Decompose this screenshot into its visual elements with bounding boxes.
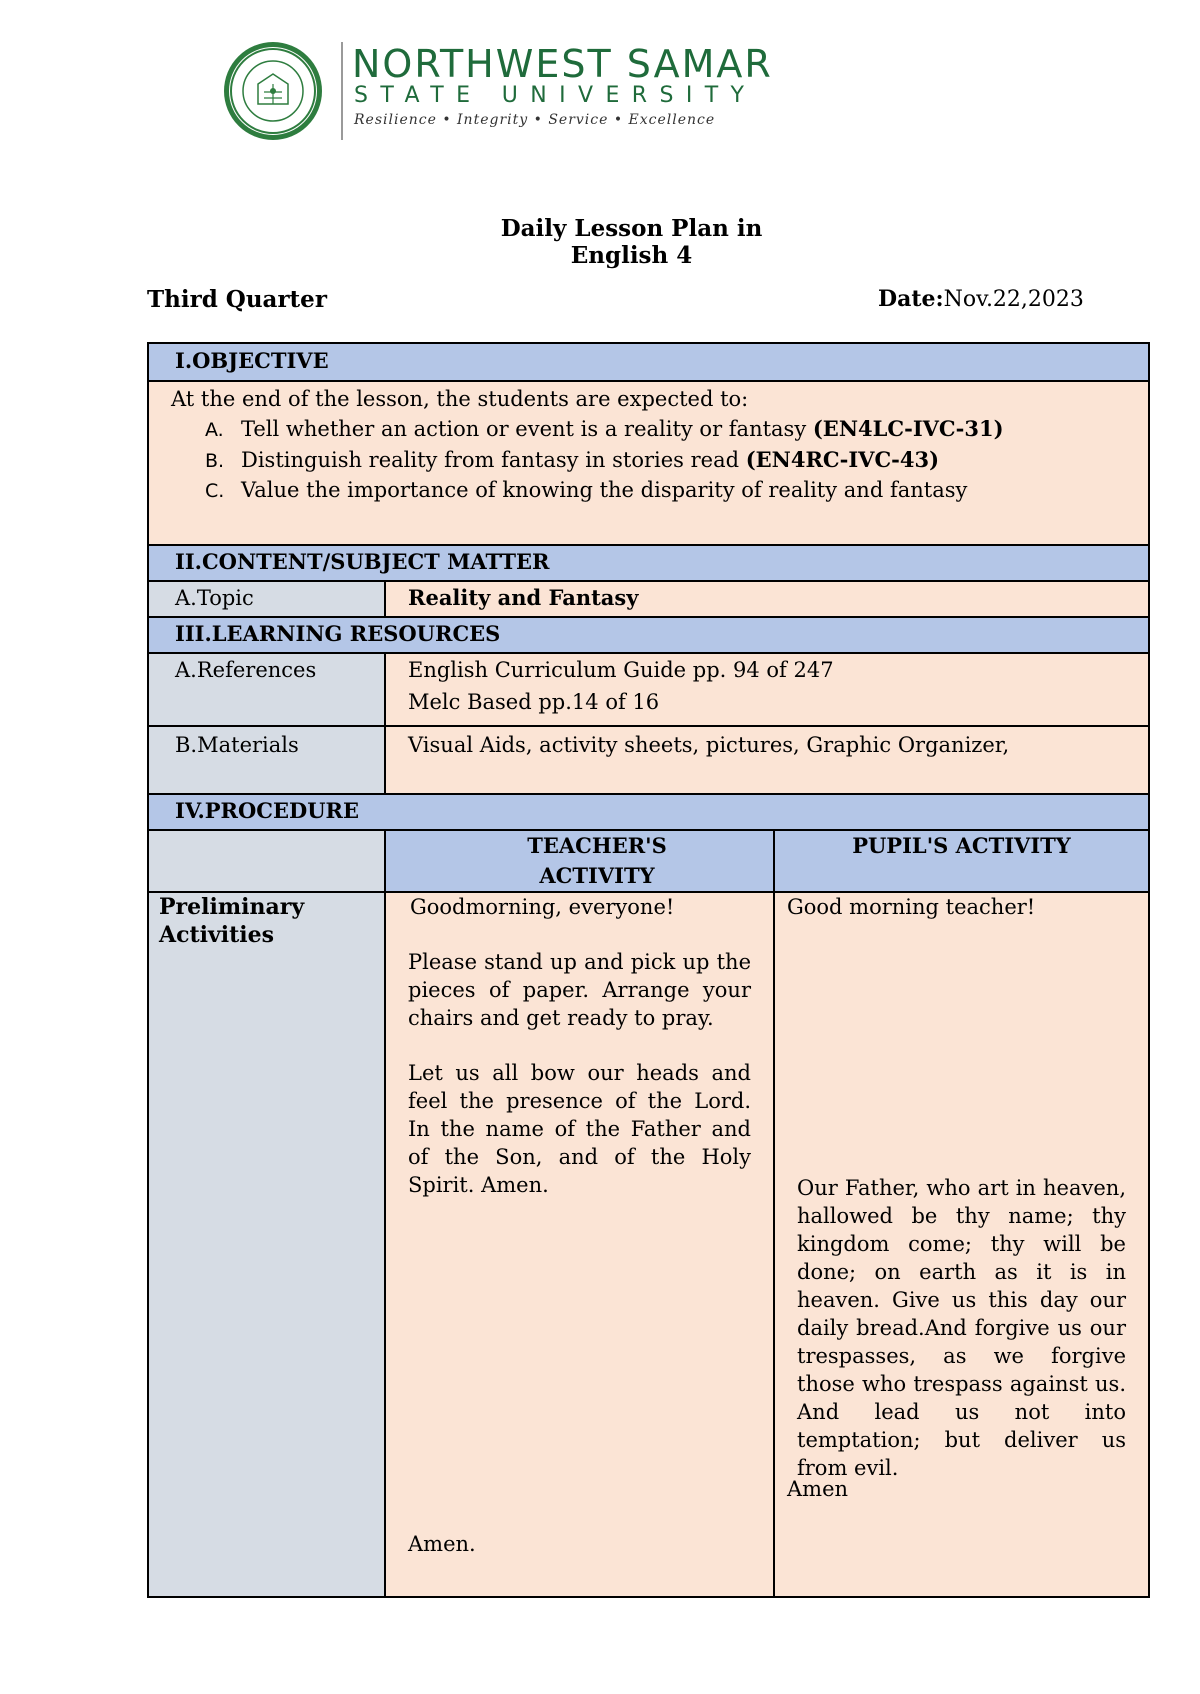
procedure-heading: IV.PROCEDURE [149, 795, 1148, 831]
content-heading: II.CONTENT/SUBJECT MATTER [149, 546, 1148, 582]
university-motto: Resilience • Integrity • Service • Excellence [354, 112, 716, 128]
objective-body [149, 382, 1148, 546]
topic-label: A.Topic [149, 582, 386, 616]
preliminary-activities-row [149, 893, 1148, 1596]
document-title-line2: English 4 [570, 242, 693, 269]
teacher-closing: Amen. [408, 1532, 476, 1556]
materials-label: B.Materials [149, 727, 386, 793]
procedure-column-headers [149, 831, 1148, 893]
objective-list [171, 414, 1126, 506]
topic-row [149, 582, 1148, 618]
university-seal [222, 40, 324, 142]
document-title-line1: Daily Lesson Plan in [500, 215, 763, 242]
teacher-activity-header: TEACHER'S ACTIVITY [386, 831, 775, 891]
university-subtitle: STATE UNIVERSITY [354, 83, 757, 108]
objective-item: B. Distinguish reality from fantasy in stories read (EN4RC-IVC-43) [205, 447, 940, 472]
references-list [386, 654, 1148, 725]
quarter-label: Third Quarter [147, 286, 327, 313]
teacher-prayer-intro: Let us all bow our heads and feel the presence of the Lord. In the name of the Father and of the Son, and of the Holy Spirit. Amen. [408, 1061, 751, 1197]
pupil-greeting: Good morning teacher! [787, 895, 1036, 919]
procedure-blank-header [149, 831, 386, 891]
pupil-closing: Amen [787, 1477, 849, 1501]
objective-item: A. Tell whether an action or event is a reality or fantasy (EN4LC-IVC-31) [205, 416, 1004, 441]
materials-value: Visual Aids, activity sheets, pictures, Graphic Organizer, [408, 733, 1010, 757]
phase-label: Preliminary Activities [149, 893, 386, 1596]
references-row [149, 654, 1148, 727]
objective-intro: At the end of the lesson, the students are expected to: [171, 387, 749, 411]
header-divider [341, 42, 343, 140]
references-label: A.References [149, 654, 386, 725]
pupil-activity-header: PUPIL'S ACTIVITY [852, 833, 1071, 858]
date-field [878, 286, 1084, 312]
teacher-greeting: Goodmorning, everyone! [410, 895, 675, 919]
reference-item: Melc Based pp.14 of 16 [408, 690, 660, 714]
teacher-activity-cell [386, 893, 775, 1596]
reference-item: English Curriculum Guide pp. 94 of 247 [408, 658, 834, 682]
date-value: Nov.22,2023 [943, 287, 1084, 312]
university-name: NORTHWEST SAMAR [352, 42, 773, 86]
objective-item: C. Value the importance of knowing the disparity of reality and fantasy [205, 478, 968, 502]
pupil-prayer: Our Father, who art in heaven, hallowed be thy name; thy kingdom come; thy will be done; on earth as it is in heaven. Give us this day our daily bread.And forgive us our trespasses, as we forgive those who trespass against us. And lead us not into temptation; but deliver us from evil. [797, 1176, 1126, 1480]
lesson-plan-table [147, 342, 1150, 1598]
objective-heading: I.OBJECTIVE [149, 344, 1148, 382]
pupil-activity-cell [775, 893, 1148, 1596]
teacher-instruction: Please stand up and pick up the pieces of paper. Arrange your chairs and get ready to pray. [408, 950, 751, 1030]
materials-row [149, 727, 1148, 795]
topic-value: Reality and Fantasy [408, 585, 639, 610]
date-label: Date: [878, 286, 944, 312]
resources-heading: III.LEARNING RESOURCES [149, 618, 1148, 654]
